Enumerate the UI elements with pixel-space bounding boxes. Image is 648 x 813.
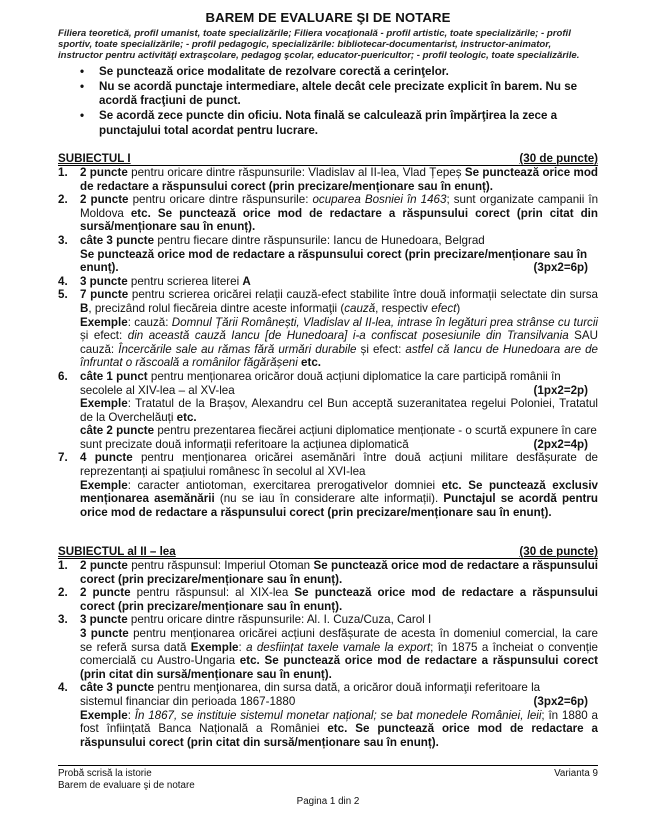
answer-text: pentru oricare dintre răspunsurile: Vladislav al II-lea, Vlad Țepeș xyxy=(127,166,465,179)
answer-text: pentru oricare dintre răspunsurile: Al. I. Cuza/Cuza, Carol I xyxy=(127,613,432,627)
examples-label: Exemple xyxy=(80,315,128,329)
example-text: : xyxy=(238,640,247,654)
grading-note: etc. Se punctează orice mod de redactare a răspunsului corect (prin citat din sursă/menționare sau în enunț). xyxy=(80,654,599,681)
answer-text: ) xyxy=(456,301,461,315)
item-number: 4. xyxy=(58,681,68,695)
answer-item-4 xyxy=(58,275,598,289)
grading-note: Punctajul se acordă pentru orice mod de redactare a răspunsului corect (prin precizare/menționare sau în enunț). xyxy=(80,492,599,519)
answer-text: pentru menționarea oricărei acțiuni desfășurate de acesta în domeniul comercial, la care se referă sursa dată xyxy=(80,626,598,654)
grading-note: Se punctează orice mod de redactare a răspunsului corect (prin precizare/menționare sau în enunț). xyxy=(80,166,598,193)
example-quote: Domnul Țării Românești, Vladislav al II-lea, intrase în legături prea strânse cu turcii xyxy=(171,315,599,329)
filiera-description: Filiera teoretică, profil umanist, toate specializările; Filiera vocaţională - profil artistic, toate specializările; - profil sportiv, toate specializările; - profil pedagogic, specializările: bibliotecar-documentarist, instructor-animator, instructor pentru activităţi extraşcolare, pedagog şcolar, educator-puericultor; - profil teologic, toate specializările. xyxy=(58,28,580,62)
example-quote: În 1867, se instituie sistemul monetar național; se bat monedele României, leii xyxy=(134,708,542,722)
answer-text: , respectiv xyxy=(375,301,432,315)
points-label: 3 puncte xyxy=(80,613,128,627)
points-label: 2 puncte xyxy=(80,586,131,600)
grading-note: Se punctează orice mod de redactare a răspunsului corect (prin precizare/menționare sau în enunț). xyxy=(80,586,599,613)
item-number: 2. xyxy=(58,193,68,207)
points-formula: (3px2=6p) xyxy=(533,694,588,708)
example-text: ; în 1875 a încheiat o convenție comercială cu Austro-Ungaria xyxy=(80,640,598,668)
example-quote: a desființat taxele vamale la export xyxy=(246,640,431,654)
points-label: câte 3 puncte xyxy=(80,681,155,695)
etc-label: etc. xyxy=(297,356,322,370)
section-points: (30 de puncte) xyxy=(519,545,598,558)
answer-term: efect xyxy=(431,301,457,315)
page-footer xyxy=(58,765,598,808)
example-text: și efect: xyxy=(356,342,406,356)
item-number: 7. xyxy=(58,451,68,465)
grading-note: etc. Se punctează exclusiv menționarea asemănării xyxy=(80,478,599,506)
answer-item-2 xyxy=(58,193,598,234)
answer-text: ; sunt organizate campanii în Moldova xyxy=(80,193,599,220)
answer-text: sunt precizate două informații referitoare la acțiunea diplomatică xyxy=(80,437,409,451)
item-number: 1. xyxy=(58,559,68,572)
etc-label: etc. xyxy=(176,410,197,424)
footer-doc-name: Barem de evaluare şi de notare xyxy=(58,780,195,792)
item-number: 3. xyxy=(58,233,68,247)
answer-text: pentru menţionarea, din sursa dată, a oricăror două informaţii referitoare la xyxy=(154,681,541,695)
answer-text: pentru scrierea literei xyxy=(127,274,243,288)
answer-term: cauză xyxy=(344,301,376,315)
points-label: câte 3 puncte xyxy=(80,233,155,247)
answer-text: pentru oricare dintre răspunsurile: xyxy=(128,193,313,207)
answer-item-1 xyxy=(58,559,598,586)
examples-label: Exemple xyxy=(80,397,128,411)
example-text: SAU cauză: xyxy=(80,329,599,356)
answer-text: pentru scrierea oricărei relații cauză-efect stabilite între două informații selectate din sursa xyxy=(128,288,598,302)
answer-item-1 xyxy=(58,166,598,193)
points-formula: (3px2=6p) xyxy=(533,261,588,275)
example-text: și efect: xyxy=(80,329,128,343)
answer-list xyxy=(58,166,598,519)
source-letter: B xyxy=(80,301,89,315)
answer-item-2 xyxy=(58,586,598,613)
item-number: 1. xyxy=(58,166,68,179)
points-label: 3 puncte xyxy=(80,274,128,288)
answer-item-7 xyxy=(58,451,598,519)
examples-label: Exemple xyxy=(190,640,239,654)
page-number: Pagina 1 din 2 xyxy=(296,795,360,807)
example-text: ; în 1880 a fost înființată Banca Națională a României xyxy=(80,708,598,736)
answer-item-4 xyxy=(58,681,598,749)
points-label: 2 puncte xyxy=(80,166,128,179)
item-number: 4. xyxy=(58,274,68,288)
example-quote: Încercările sale au rămas fără urmări durabile xyxy=(118,342,357,356)
grading-note: etc. Se punctează orice mod de redactare a răspunsului corect (prin citat din sursă/menționare sau în enunț). xyxy=(80,722,598,749)
grading-note: Se punctează orice mod de redactare a răspunsului corect (prin precizare/menționare sau în xyxy=(80,247,588,261)
item-number: 3. xyxy=(58,613,68,627)
example-text: : caracter antiotoman, exercitarea prerogativelor domniei xyxy=(127,478,442,492)
section-header xyxy=(58,545,598,559)
section-subiectul-2 xyxy=(58,545,598,749)
grading-note: Se punctează orice mod de redactare a răspunsului corect (prin precizare/menționare sau în enunț). xyxy=(80,559,599,586)
points-formula: (2px2=4p) xyxy=(533,437,588,451)
points-label: câte 2 puncte xyxy=(80,424,155,438)
points-formula: (1px2=2p) xyxy=(533,383,588,397)
answer-text: pentru răspunsul: al XIX-lea xyxy=(130,586,295,600)
answer-list xyxy=(58,559,598,749)
section-subiectul-1 xyxy=(58,152,598,519)
section-title: SUBIECTUL al II – lea xyxy=(58,545,176,558)
section-title: SUBIECTUL I xyxy=(58,152,131,165)
answer-text: pentru prezentarea fiecărei acțiuni diplomatice menționate - o scurtă expunere în care xyxy=(154,424,597,438)
points-label: 3 puncte xyxy=(80,626,129,640)
points-label: 7 puncte xyxy=(80,288,129,302)
item-number: 5. xyxy=(58,288,68,302)
example-text: : xyxy=(127,708,135,722)
footer-variant: Varianta 9 xyxy=(554,768,598,779)
answer-item-5 xyxy=(58,288,598,370)
footer-exam-name: Probă scrisă la istorie xyxy=(58,768,152,779)
section-points: (30 de puncte) xyxy=(519,152,598,165)
answer-item-6 xyxy=(58,370,598,452)
example-quote: astfel că Iancu de Hunedoara are de înfruntat o răscoală a românilor făgărășeni xyxy=(80,342,598,370)
rule-item: • Se acordă zece puncte din oficiu. Nota finală se calculează prin împărţirea la zece a punctajului total acordat pentru lucrare. xyxy=(80,109,580,138)
points-label: câte 1 punct xyxy=(80,369,148,383)
answer-text: pentru fiecare dintre răspunsurile: Iancu de Hunedoara, Belgrad xyxy=(154,233,485,247)
item-number: 6. xyxy=(58,369,68,383)
answer-text: (nu se iau în considerare alte informații). xyxy=(214,492,444,506)
rule-item: • Nu se acordă punctaje intermediare, altele decât cele precizate explicit în barem. Nu se acordă fracţiuni de punct. xyxy=(80,80,580,109)
example-quote: din această cauză Iancu [de Hunedoara] i-a confiscat posesiunile din Transilvania xyxy=(127,329,569,343)
section-header xyxy=(58,152,598,166)
page-title: BAREM DE EVALUARE ŞI DE NOTARE xyxy=(205,10,451,25)
answer-text: pentru menționarea oricăror două acțiuni diplomatice la care participă românii în xyxy=(147,369,561,383)
examples-label: Exemple xyxy=(80,478,128,492)
answer-text: pentru răspunsul: Imperiul Otoman xyxy=(127,559,314,572)
answer-text: , precizând rolul fiecăreia dintre aceste informaţii ( xyxy=(88,301,345,315)
points-label: 2 puncte xyxy=(80,559,128,572)
answer-text: sistemul financiar din perioada 1867-1880 xyxy=(80,694,296,708)
answer-text: pentru menționarea oricărei asemănări între două acțiuni militare desfășurate de reprezentanți ai spațiului românesc în secolul al XVI-lea xyxy=(80,451,598,479)
answer-text: secolele al XIV-lea – al XV-lea xyxy=(80,383,235,397)
answer-letter: A xyxy=(242,274,251,288)
rule-item: • Se punctează orice modalitate de rezolvare corectă a cerinţelor. xyxy=(80,65,580,79)
example-text: : Tratatul de la Brașov, Alexandru cel Bun acceptă suzeranitatea regelui Poloniei, Tratatul de la Overchelăuți xyxy=(80,397,598,424)
grading-note-end: enunț). xyxy=(80,261,119,275)
general-rules-list xyxy=(80,65,580,139)
example-text: : cauză: xyxy=(127,315,172,329)
examples-label: Exemple xyxy=(80,708,128,722)
answer-item-3 xyxy=(58,613,598,681)
answer-quote: ocuparea Bosniei în 1463 xyxy=(312,193,447,207)
grading-note: etc. Se punctează orice mod de redactare a răspunsului corect (prin citat din sursă/menționare sau în enunț). xyxy=(80,206,598,234)
points-label: 4 puncte xyxy=(80,451,133,465)
answer-item-3 xyxy=(58,234,598,275)
item-number: 2. xyxy=(58,586,68,600)
points-label: 2 puncte xyxy=(80,193,129,207)
